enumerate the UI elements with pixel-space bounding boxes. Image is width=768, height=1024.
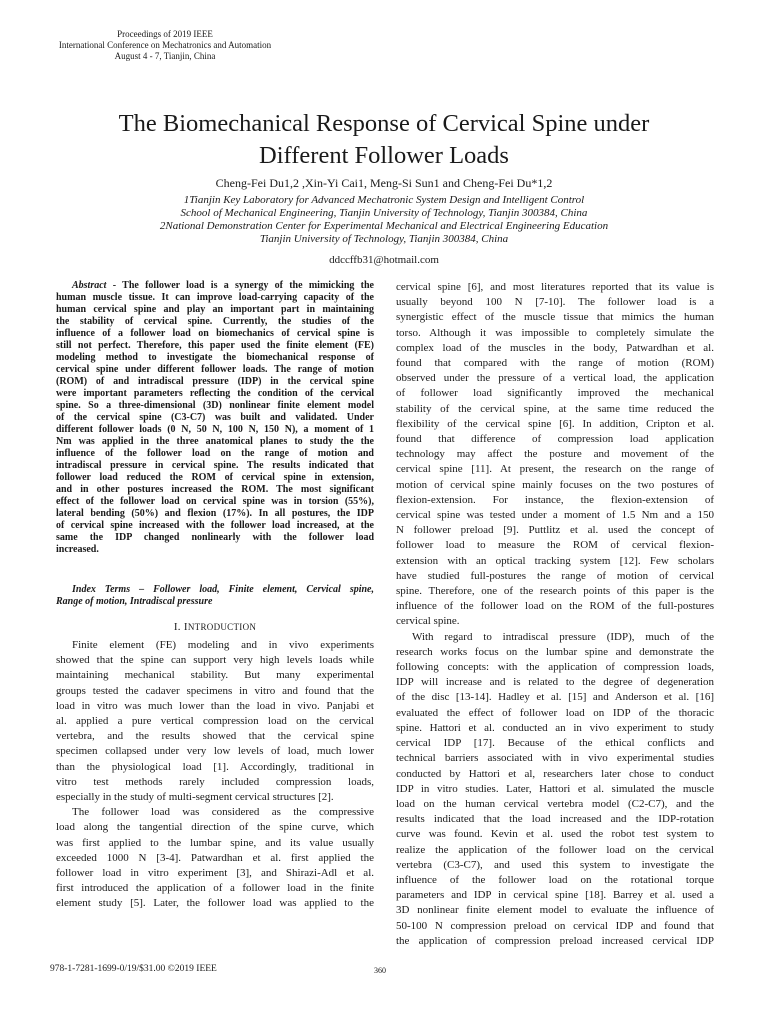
- text-line: vertebra (C3-C7), and used this system to investigate the: [396, 858, 714, 871]
- text-line: curve was found. Kevin et al. used the robot test system to: [396, 828, 714, 841]
- paper-title: [40, 108, 728, 172]
- text-line: especially in the study of multi-segment cervical structures [2].: [56, 791, 334, 804]
- title-line-2: Different Follower Loads: [259, 142, 509, 169]
- text-line: human muscle tissue. It can improve load-carrying capacity of the: [56, 292, 374, 303]
- text-line: intradiscal pressure in cervical spine. The results indicated that: [56, 460, 374, 471]
- text-line: technology may affect the posture and movement of the: [396, 448, 714, 461]
- section-first-letter: I: [183, 621, 188, 633]
- abstract-first-line: - The follower load is a synergy of the mimicking the: [106, 280, 374, 291]
- text-line: effect of the follower load on cervical spine was in torsion (55%),: [56, 496, 374, 507]
- section-heading-introduction: [56, 621, 374, 633]
- text-line: cervical IDP [17]. Because of the ethical conflicts and: [396, 737, 714, 750]
- author-list: Cheng-Fei Du1,2 ,Xin-Yi Cai1, Meng-Si Sun1 and Cheng-Fei Du*1,2: [215, 176, 553, 190]
- text-line: cervical spine was tested under a moment of 1.5 Nm and a 150: [396, 509, 714, 522]
- text-line: influence of a follower load on biomechanics of cervical spine is: [56, 328, 374, 339]
- text-line: different follower loads (0 N, 50 N, 100 N, 150 N), a moment of 1: [56, 424, 374, 435]
- text-line: of cervical spine increased with the follower load increased, at the: [56, 520, 374, 531]
- text-line: spine. Therefore, one of the research points of this paper is the: [396, 585, 714, 598]
- text-line: observed under the pressure of a vertical load, the application: [396, 372, 714, 385]
- introduction-body: [56, 638, 374, 912]
- text-line: was first applied to the lumbar spine, and its value usually: [56, 836, 374, 849]
- text-line: cervical spine [11]. At present, the research on the range of: [396, 463, 714, 476]
- text-line: al. applied a pure vertical compression load on the cervical: [56, 715, 374, 728]
- page-number: 360: [374, 966, 386, 975]
- title-line-1: The Biomechanical Response of Cervical Spine under: [118, 110, 650, 137]
- text-line: torso. Although it was impossible to completely simulate the: [396, 326, 714, 339]
- text-line: same the IDP changed nonlinearly with the follower load: [56, 532, 374, 543]
- text-line: load in vitro was much lower than the load in vivo. Panjabi et: [56, 699, 374, 712]
- text-line: cervical spine [6], and most literatures reported that its value is: [396, 281, 714, 293]
- text-line: still not perfect. Therefore, this paper used the finite element (FE): [56, 340, 374, 351]
- text-line: spine. Hattori et al. conducted an in vivo experiment to study: [396, 721, 714, 734]
- text-line: element study [5]. Later, the follower load was applied to the: [56, 897, 374, 910]
- section-number: I.: [173, 621, 184, 633]
- text-line: maintaining mechanical stability. But many experimental: [56, 669, 374, 682]
- text-line: load on the human cervical vertebra model (C2-C7), and the: [396, 797, 714, 810]
- text-line: usually beyond 100 N [7-10]. The follower load is a: [396, 296, 714, 309]
- text-line: the stability of cervical spine. Currently, the studies of the: [56, 316, 374, 327]
- text-line: results indicated that the load increased and the IDP-rotation: [396, 813, 714, 826]
- text-line: conducted by Hattori et al, researchers later chose to conduct: [396, 767, 714, 780]
- text-line: The follower load was considered as the compressive: [72, 806, 374, 819]
- conference-line-2: International Conference on Mechatronics and Automation: [58, 40, 272, 50]
- affiliation-line: 1Tianjin Key Laboratory for Advanced Mechatronic System Design and Intelligent Control: [183, 194, 585, 206]
- text-line: exceeded 1000 N [3-4]. Patwardhan et al. first applied the: [56, 851, 374, 864]
- index-terms: [56, 584, 374, 608]
- text-line: increased.: [56, 544, 99, 555]
- text-line: load along the tangential direction of the spine curve, which: [56, 821, 374, 834]
- abstract: [56, 280, 374, 556]
- conference-header: [40, 29, 290, 62]
- text-line: vertebra, and the results showed that the cervical spine: [56, 730, 374, 743]
- text-line: found that compared with the range of motion (ROM): [396, 357, 714, 370]
- text-line: realize the application of the follower load on the cervical: [396, 843, 714, 856]
- text-line: of follower load significantly improved the mechanical: [396, 387, 714, 400]
- text-line: and in other postures increased the ROM. The most significant: [56, 484, 374, 495]
- text-line: technical barriers associated with in vivo experimental studies: [396, 752, 714, 765]
- text-line: modeling method to investigate the biomechanical response of: [56, 352, 374, 363]
- text-line: were important parameters reflecting the condition of the cervical: [56, 388, 374, 399]
- text-line: parameters and IDP in cervical spine [18]. Barrey et al. used a: [396, 889, 714, 902]
- text-line: flexibility of the cervical spine [6]. In addition, Cripton et al.: [396, 417, 714, 430]
- conference-line-3: August 4 - 7, Tianjin, China: [114, 51, 216, 61]
- text-line: follower load reduced the ROM of cervical spine in extension,: [56, 472, 374, 483]
- affiliation-line: 2National Demonstration Center for Experimental Mechanical and Electrical Engineering Education: [159, 220, 609, 232]
- text-line: evaluated the effect of follower load on IDP of the thoracic: [396, 706, 714, 719]
- text-line: of the disc [13-14]. Hadley et al. [15] and Anderson et al. [16]: [396, 691, 714, 704]
- text-line: follower load in vitro experiment [3], and Shirazi-Adl et al.: [56, 867, 374, 880]
- text-line: have studied full-postures the range of motion of cervical: [396, 569, 714, 582]
- text-line: the application of compression preload increased cervical IDP: [396, 934, 714, 947]
- text-line: than the physiological load [1]. Accordingly, traditional in: [56, 760, 374, 773]
- affiliations: [40, 194, 728, 246]
- section-title-rest: NTRODUCTION: [187, 622, 257, 632]
- affiliation-line: Tianjin University of Technology, Tianjin 300384, China: [259, 233, 509, 245]
- text-line: influence of the follower load on the range of motion and: [56, 448, 374, 459]
- text-line: [56, 280, 374, 292]
- text-line: IDP in vitro studies. Later, Hattori et al. simulated the muscle: [396, 782, 714, 795]
- text-line: first introduced the application of a follower load in the finite: [56, 882, 374, 895]
- text-line: With regard to intradiscal pressure (IDP), much of the: [412, 630, 714, 643]
- text-line: complex load of the muscles in the body, Patwardhan et al.: [396, 341, 714, 354]
- text-line: follower load to measure the ROM of cervical flexion-: [396, 539, 714, 552]
- text-line: synergistic effect of the muscle tissue that mimics the human: [396, 311, 714, 324]
- text-line: research works focus on the lumbar spine and demonstrate the: [396, 645, 714, 658]
- text-line: cervical spine under different follower loads. The range of motion: [56, 364, 374, 375]
- text-line: extension with an optical tracking system [12]. Few scholars: [396, 554, 714, 567]
- text-line: influence of the follower load on the rotational torque: [396, 873, 714, 886]
- text-line: cervical spine.: [396, 615, 460, 628]
- conference-line-1: Proceedings of 2019 IEEE: [117, 29, 213, 39]
- text-line: Finite element (FE) modeling and in vivo experiments: [72, 639, 374, 651]
- text-line: stability of the cervical spine, at the same time reduced the: [396, 402, 714, 415]
- text-line: motion of cervical spine mainly focuses on the two postures of: [396, 478, 714, 491]
- text-line: of the cervical spine (C3-C7) was built and validated. Under: [56, 412, 374, 423]
- text-line: following concepts: with the application of compression loads,: [396, 661, 714, 674]
- text-line: (ROM) of and intradiscal pressure (IDP) in the cervical spine: [56, 376, 374, 387]
- text-line: showed that the spine can support very high levels loads while: [56, 654, 374, 667]
- text-line: influence of the follower load on the ROM of the full-postures: [396, 600, 714, 613]
- text-line: found that difference of compression load application: [396, 433, 714, 446]
- abstract-label: Abstract: [72, 280, 107, 291]
- affiliation-line: School of Mechanical Engineering, Tianjin University of Technology, Tianjin 300384, China: [180, 207, 588, 219]
- text-line: human cervical spine and play an important part in maintaining: [56, 304, 374, 315]
- footer-isbn: 978-1-7281-1699-0/19/$31.00 ©2019 IEEE: [50, 964, 217, 974]
- text-line: groups tested the cadaver specimens in vitro and found that the: [56, 684, 374, 697]
- text-line: N follower preload [9]. Puttlitz et al. used the concept of: [396, 524, 714, 537]
- author-email[interactable]: ddccffb31@hotmail.com: [329, 254, 439, 266]
- text-line: 50-100 N compression preload on cervical IDP and found that: [396, 919, 714, 932]
- text-line: 3D nonlinear finite element model to evaluate the influence of: [396, 904, 714, 917]
- text-line: Range of motion, Intradiscal pressure: [56, 596, 213, 607]
- right-column-body: [396, 280, 714, 949]
- text-line: flexion-extension. For instance, the flexion-extension of: [396, 493, 714, 506]
- text-line: lateral bending (50%) and flexion (17%). In all postures, the IDP: [56, 508, 374, 519]
- text-line: vitro test methods rarely included compression loads,: [56, 775, 374, 788]
- text-line: Nm was applied in the three anatomical planes to study the the: [56, 436, 374, 447]
- text-line: Index Terms – Follower load, Finite element, Cervical spine,: [72, 584, 374, 595]
- text-line: IDP will increase and is related to the degree of degeneration: [396, 676, 714, 689]
- text-line: spine. So a three-dimensional (3D) nonlinear finite element model: [56, 400, 374, 411]
- text-line: specimen collapsed under very low levels of load, much lower: [56, 745, 374, 758]
